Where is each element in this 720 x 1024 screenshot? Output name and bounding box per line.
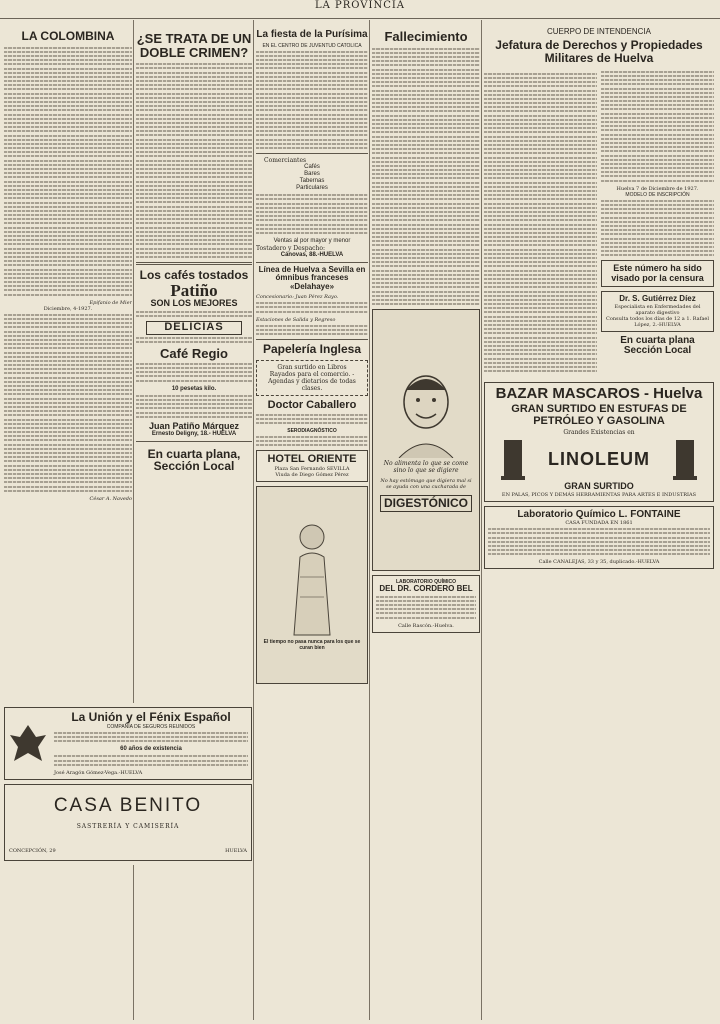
ad-cuarta-plana-2: En cuarta plana Sección Local <box>620 334 695 357</box>
ad-el-tiempo-text: El tiempo no pasa nunca para los que se curan bien <box>263 638 361 651</box>
article-title-doble-crimen: ¿SE TRATA DE UN DOBLE CRIMEN? <box>136 31 252 60</box>
ad-address: Ernesto Deligny, 18.- HUELVA <box>151 431 237 438</box>
ad-dr-gutierrez <box>601 291 714 331</box>
ad-cafes-tagline: SON LOS MEJORES <box>150 298 238 309</box>
ad-hotel-address: Plaza San Fernando SEVILLA <box>274 465 350 472</box>
ad-delicias: DELICIAS <box>146 321 242 335</box>
ad-union-subtitle: COMPAÑÍA DE SEGUROS REUNIDOS <box>106 723 196 730</box>
ad-lab-name: DEL DR. CORDERO BEL <box>379 584 473 594</box>
stove-icon <box>670 436 700 482</box>
ad-cafes-brand: Patiño <box>170 280 218 300</box>
stove-icon <box>498 436 528 482</box>
shop-label: Tostadero y Despacho: <box>256 244 326 252</box>
column-rule <box>369 20 370 1020</box>
article-title-jefatura: Jefatura de Derechos y Propiedades Militares de Huelva <box>495 38 703 65</box>
ad-dr-gutierrez-address: Consulta todos los días de 12 a 1. Rafael López, 2.-HUELVA <box>606 315 709 328</box>
article-body <box>136 63 252 258</box>
ad-cafe-regio: Café Regio <box>160 346 228 362</box>
column-rule <box>133 20 134 1020</box>
censura-box <box>601 260 714 287</box>
ad-laboratorio-cordero <box>372 575 480 633</box>
ad-digestonico-brand: DIGESTÓNICO <box>380 495 472 512</box>
column-1 <box>4 22 132 1020</box>
menu-item: Bares <box>304 171 320 177</box>
article-subtitle: EN EL CENTRO DE JUVENTUD CATOLICA <box>262 42 362 49</box>
article-title-purisima: La fiesta de la Purísima <box>256 29 368 40</box>
sales-line: Ventas al por mayor y menor <box>273 237 351 244</box>
ad-casa-subtitle: SASTRERÍA Y CAMISERÍA <box>76 822 180 830</box>
ad-price: 10 pesetas kilo. <box>171 385 217 392</box>
article-body <box>4 314 132 492</box>
ad-union-fenix <box>4 707 252 780</box>
column-2 <box>136 22 252 1020</box>
menu-item: Tabernas <box>299 178 325 184</box>
masthead: LA PROVINCIA <box>0 0 720 19</box>
ad-union-agent: José Aragón Gómez-Vega.-HUELVA <box>54 769 143 776</box>
ad-cuarta-plana: En cuarta plana, Sección Local <box>147 446 241 474</box>
ad-papeleria-box <box>256 360 368 396</box>
ad-union-title: La Unión y el Fénix Español <box>71 710 231 724</box>
ad-owner: Juan Patiño Márquez <box>148 420 239 431</box>
column-rule <box>481 20 482 1020</box>
article-title-fallecimiento: Fallecimiento <box>384 29 468 44</box>
article-body <box>4 47 132 296</box>
byline: Epifanio de Mier <box>89 299 132 306</box>
ad-digestonico-quote: No alimenta lo que se come sino lo que se digiere <box>383 460 469 475</box>
ad-bazar-subtitle: GRAN SURTIDO EN ESTUFAS DE PETRÓLEO Y GASOLINA <box>511 403 687 427</box>
ad-bazar-existencias: Grandes Existencias en <box>563 429 635 437</box>
ad-bazar-title: BAZAR MASCAROS - Huelva <box>495 385 703 403</box>
ad-lab-title: LABORATORIO QUÍMICO <box>395 579 457 586</box>
ad-casa-title: CASA BENITO <box>53 794 203 816</box>
ad-fontaine-founded: CASA FUNDADA EN 1861 <box>565 520 633 527</box>
ad-fontaine-address: Calle CANALEJAS, 33 y 35, duplicado.-HUELVA <box>538 559 660 566</box>
ad-casa-benito <box>4 784 252 861</box>
ad-doctor-title: Doctor Caballero <box>267 398 357 411</box>
woman-figure-illustration <box>282 517 342 637</box>
ad-lab-address: Calle Rascón.-Huelva. <box>398 622 454 629</box>
ad-bazar-mascaros <box>484 382 714 501</box>
ad-bazar-product: LINOLEUM <box>548 448 650 469</box>
model-label: MODELO DE INSCRIPCIÓN <box>625 191 690 198</box>
signoff-date: Huelva 7 de Diciembre de 1927. <box>616 185 699 192</box>
menu-item: Cafés <box>304 164 320 170</box>
ad-digestonico <box>372 309 480 571</box>
ad-line-title: Línea de Huelva a Sevilla en ómnibus franceses «Delahaye» <box>258 264 366 291</box>
shop-address: Cánovas, 88.-HUELVA <box>280 251 344 258</box>
menu-title: Comerciantes <box>264 157 307 164</box>
column-3 <box>256 22 368 1020</box>
ad-papeleria: Papelería Inglesa <box>262 342 362 357</box>
man-portrait-illustration <box>391 368 461 458</box>
article-body <box>372 48 480 305</box>
ad-papeleria-item: Gran surtido en Libros <box>277 363 347 371</box>
ad-stations: Estaciones de Salida y Regreso <box>256 316 336 323</box>
column-rule <box>253 20 254 1020</box>
article-title-la-colombina: LA COLOMBINA <box>21 29 115 43</box>
article-body-two-col <box>484 69 714 379</box>
column-4 <box>372 22 480 1020</box>
ad-concessionaire: Concesionario: Juan Pérez Rayo. <box>256 294 339 301</box>
ad-el-tiempo <box>256 486 368 684</box>
article-body <box>256 51 368 149</box>
bottom-left-ads <box>4 703 252 865</box>
ad-dr-gutierrez-name: Dr. S. Gutiérrez Díez <box>619 294 696 304</box>
ad-cafes-title: Los cafés tostados <box>139 267 249 282</box>
column-5 <box>484 22 714 1020</box>
ad-fontaine-title: Laboratorio Químico L. FONTAINE <box>517 508 681 520</box>
ad-papeleria-item: Rayados para el comercio. - Agendas y dietarios de todas clases. <box>268 370 356 392</box>
censura-text: Este número ha sido visado por la censura <box>611 263 704 283</box>
phoenix-icon <box>8 721 48 765</box>
ad-laboratorio-fontaine <box>484 506 714 570</box>
ad-hotel-title: HOTEL ORIENTE <box>267 453 357 466</box>
ad-casa-city: HUELVA <box>225 847 247 854</box>
ad-union-years: 60 años de existencia <box>120 746 182 753</box>
dateline: Diciembre, 4-1927. <box>43 305 93 312</box>
byline: César A. Navedo <box>89 495 132 502</box>
ad-hotel-owner: Viuda de Diego Gómez Pérez <box>275 471 349 478</box>
ad-doctor-subtitle: SERODIAGNÓSTICO <box>287 427 337 434</box>
ad-dr-gutierrez-specialty: Especialista en Enfermedades del aparato digestivo <box>614 303 701 316</box>
ad-bazar-tail: EN PALAS, PICOS Y DEMÁS HERRAMIENTAS PARA ARTES E INDUSTRIAS <box>501 491 697 498</box>
menu-item: Particulares <box>296 185 328 191</box>
ad-bazar-gran: GRAN SURTIDO <box>564 481 634 492</box>
section-label: CUERPO DE INTENDENCIA <box>546 27 651 36</box>
ad-hotel <box>256 450 368 482</box>
ad-casa-address: CONCEPCIÓN, 29 <box>9 847 56 854</box>
ad-digestonico-sub: No hay estómago que digiera mal si se ayuda con una cucharada de <box>380 478 472 491</box>
